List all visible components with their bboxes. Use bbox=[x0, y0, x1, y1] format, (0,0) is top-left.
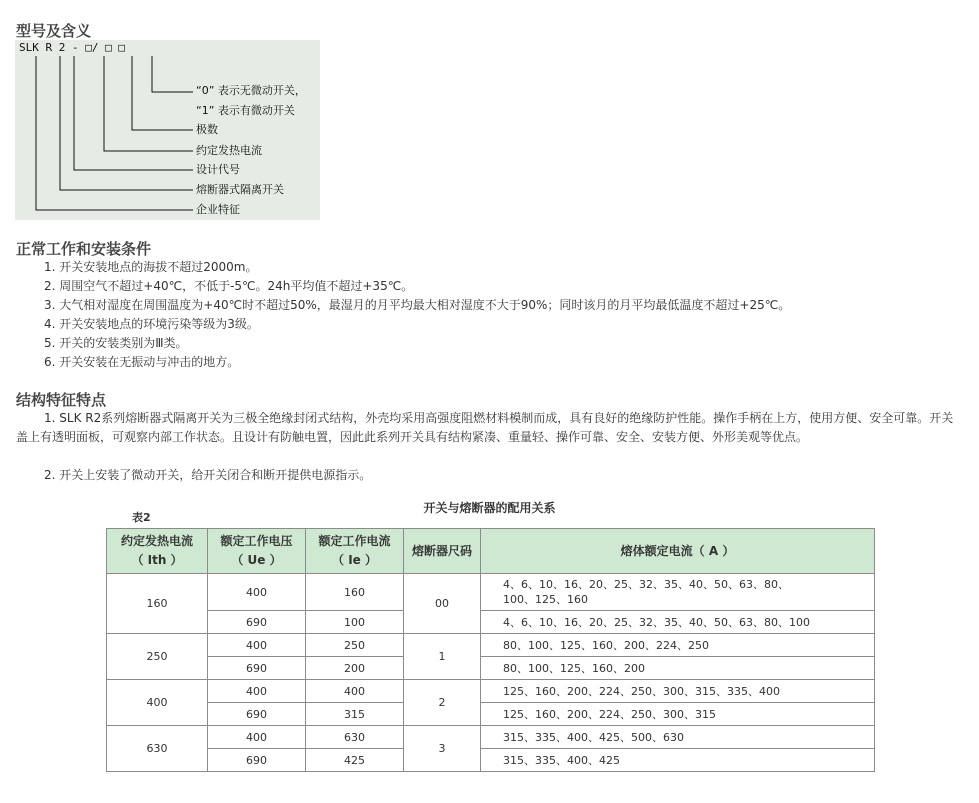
table-row bbox=[107, 657, 875, 680]
connector-line-design bbox=[74, 56, 193, 170]
cell-ie: 315 bbox=[306, 703, 404, 726]
cell-ie: 250 bbox=[306, 634, 404, 657]
cell-fuse-size: 1 bbox=[404, 634, 481, 680]
table-row bbox=[107, 726, 875, 749]
condition-item: 4. 开关安装地点的环境污染等级为3级。 bbox=[44, 317, 259, 331]
legend-1-switch: “1” 表示有微动开关 bbox=[196, 104, 295, 117]
cell-ue: 400 bbox=[208, 726, 306, 749]
header-fuse-size: 熔断器尺码 bbox=[404, 529, 481, 574]
connector-line-microswitch bbox=[152, 56, 193, 92]
table-row bbox=[107, 634, 875, 657]
condition-item: 3. 大气相对湿度在周围温度为+40℃时不超过50%，最湿月的月平均最大相对湿度不大于90%；同时该月的月平均最低温度不超过+25℃。 bbox=[44, 298, 791, 312]
table-row bbox=[107, 680, 875, 703]
fuse-matching-table bbox=[106, 528, 875, 772]
condition-item: 1. 开关安装地点的海拔不超过2000m。 bbox=[44, 260, 258, 274]
model-section-title: 型号及含义 bbox=[16, 22, 92, 40]
table-row bbox=[107, 611, 875, 634]
feature-paragraph-1: 1. SLK R2系列熔断器式隔离开关为三极全绝缘封闭式结构，外壳均采用高强度阻燃材料模制而成，具有良好的绝缘防护性能。操作手柄在上方，使用方便、安全可靠。开关盖上有透明面板，可观察内部工作状态。且设计有防触电置，因此此系列开关具有结构紧凑、重量轻、操作可靠、安全、安装方便、外形美观等优点。 bbox=[16, 411, 954, 444]
cell-ue: 400 bbox=[208, 574, 306, 611]
header-ith: 约定发热电流 （ Ith ） bbox=[107, 529, 208, 574]
condition-item: 5. 开关的安装类别为Ⅲ类。 bbox=[44, 336, 188, 350]
feature-paragraph-2: 2. 开关上安装了微动开关，给开关闭合和断开提供电源指示。 bbox=[44, 468, 372, 482]
cell-fuse-current: 125、160、200、224、250、300、315 bbox=[481, 703, 875, 726]
features-section-title: 结构特征特点 bbox=[16, 391, 107, 409]
legend-poles: 极数 bbox=[196, 123, 218, 136]
cell-fuse-current: 4、6、10、16、20、25、32、35、40、50、63、80、100 bbox=[481, 611, 875, 634]
header-ue: 额定工作电压 （ Ue ） bbox=[208, 529, 306, 574]
cell-ie: 400 bbox=[306, 680, 404, 703]
cell-fuse-size: 3 bbox=[404, 726, 481, 772]
header-ie: 额定工作电流 （ Ie ） bbox=[306, 529, 404, 574]
cell-ue: 690 bbox=[208, 749, 306, 772]
table-label: 表2 bbox=[132, 511, 151, 524]
cell-fuse-current: 125、160、200、224、250、300、315、335、400 bbox=[481, 680, 875, 703]
cell-fuse-current: 315、335、400、425 bbox=[481, 749, 875, 772]
cell-ith: 400 bbox=[107, 680, 208, 726]
cell-fuse-current: 80、100、125、160、200 bbox=[481, 657, 875, 680]
legend-company: 企业特征 bbox=[196, 203, 240, 216]
legend-current: 约定发热电流 bbox=[196, 144, 262, 157]
cell-ith: 250 bbox=[107, 634, 208, 680]
table-row bbox=[107, 703, 875, 726]
conditions-section-title: 正常工作和安装条件 bbox=[16, 240, 152, 258]
table-title: 开关与熔断器的配用关系 bbox=[423, 501, 556, 515]
condition-item: 2. 周围空气不超过+40℃，不低于-5℃。24h平均值不超过+35℃。 bbox=[44, 279, 414, 293]
cell-ith: 630 bbox=[107, 726, 208, 772]
legend-design: 设计代号 bbox=[196, 163, 240, 176]
cell-ue: 690 bbox=[208, 611, 306, 634]
table-header-row bbox=[107, 529, 875, 574]
cell-fuse-current: 315、335、400、425、500、630 bbox=[481, 726, 875, 749]
model-code: SLK R 2 - □/ □ □ bbox=[19, 41, 125, 54]
cell-ue: 400 bbox=[208, 634, 306, 657]
cell-ue: 400 bbox=[208, 680, 306, 703]
cell-ue: 690 bbox=[208, 703, 306, 726]
cell-ie: 630 bbox=[306, 726, 404, 749]
cell-ue: 690 bbox=[208, 657, 306, 680]
legend-0-switch: “0” 表示无微动开关， bbox=[196, 84, 306, 97]
model-diagram bbox=[15, 40, 320, 220]
conditions-list bbox=[0, 258, 790, 372]
table-row bbox=[107, 574, 875, 611]
connector-line-poles bbox=[132, 56, 193, 130]
cell-fuse-size: 2 bbox=[404, 680, 481, 726]
header-fuse-current: 熔体额定电流（ A ） bbox=[481, 529, 875, 574]
cell-fuse-size: 00 bbox=[404, 574, 481, 634]
connector-line-current bbox=[104, 56, 193, 151]
legend-type: 熔断器式隔离开关 bbox=[196, 183, 284, 196]
cell-ie: 100 bbox=[306, 611, 404, 634]
cell-ie: 160 bbox=[306, 574, 404, 611]
condition-item: 6. 开关安装在无振动与冲击的地方。 bbox=[44, 355, 240, 369]
cell-ie: 200 bbox=[306, 657, 404, 680]
cell-fuse-current: 80、100、125、160、200、224、250 bbox=[481, 634, 875, 657]
cell-fuse-current: 4、6、10、16、20、25、32、35、40、50、63、80、 100、125、160 bbox=[481, 574, 875, 611]
cell-ith: 160 bbox=[107, 574, 208, 634]
table-row bbox=[107, 749, 875, 772]
cell-ie: 425 bbox=[306, 749, 404, 772]
